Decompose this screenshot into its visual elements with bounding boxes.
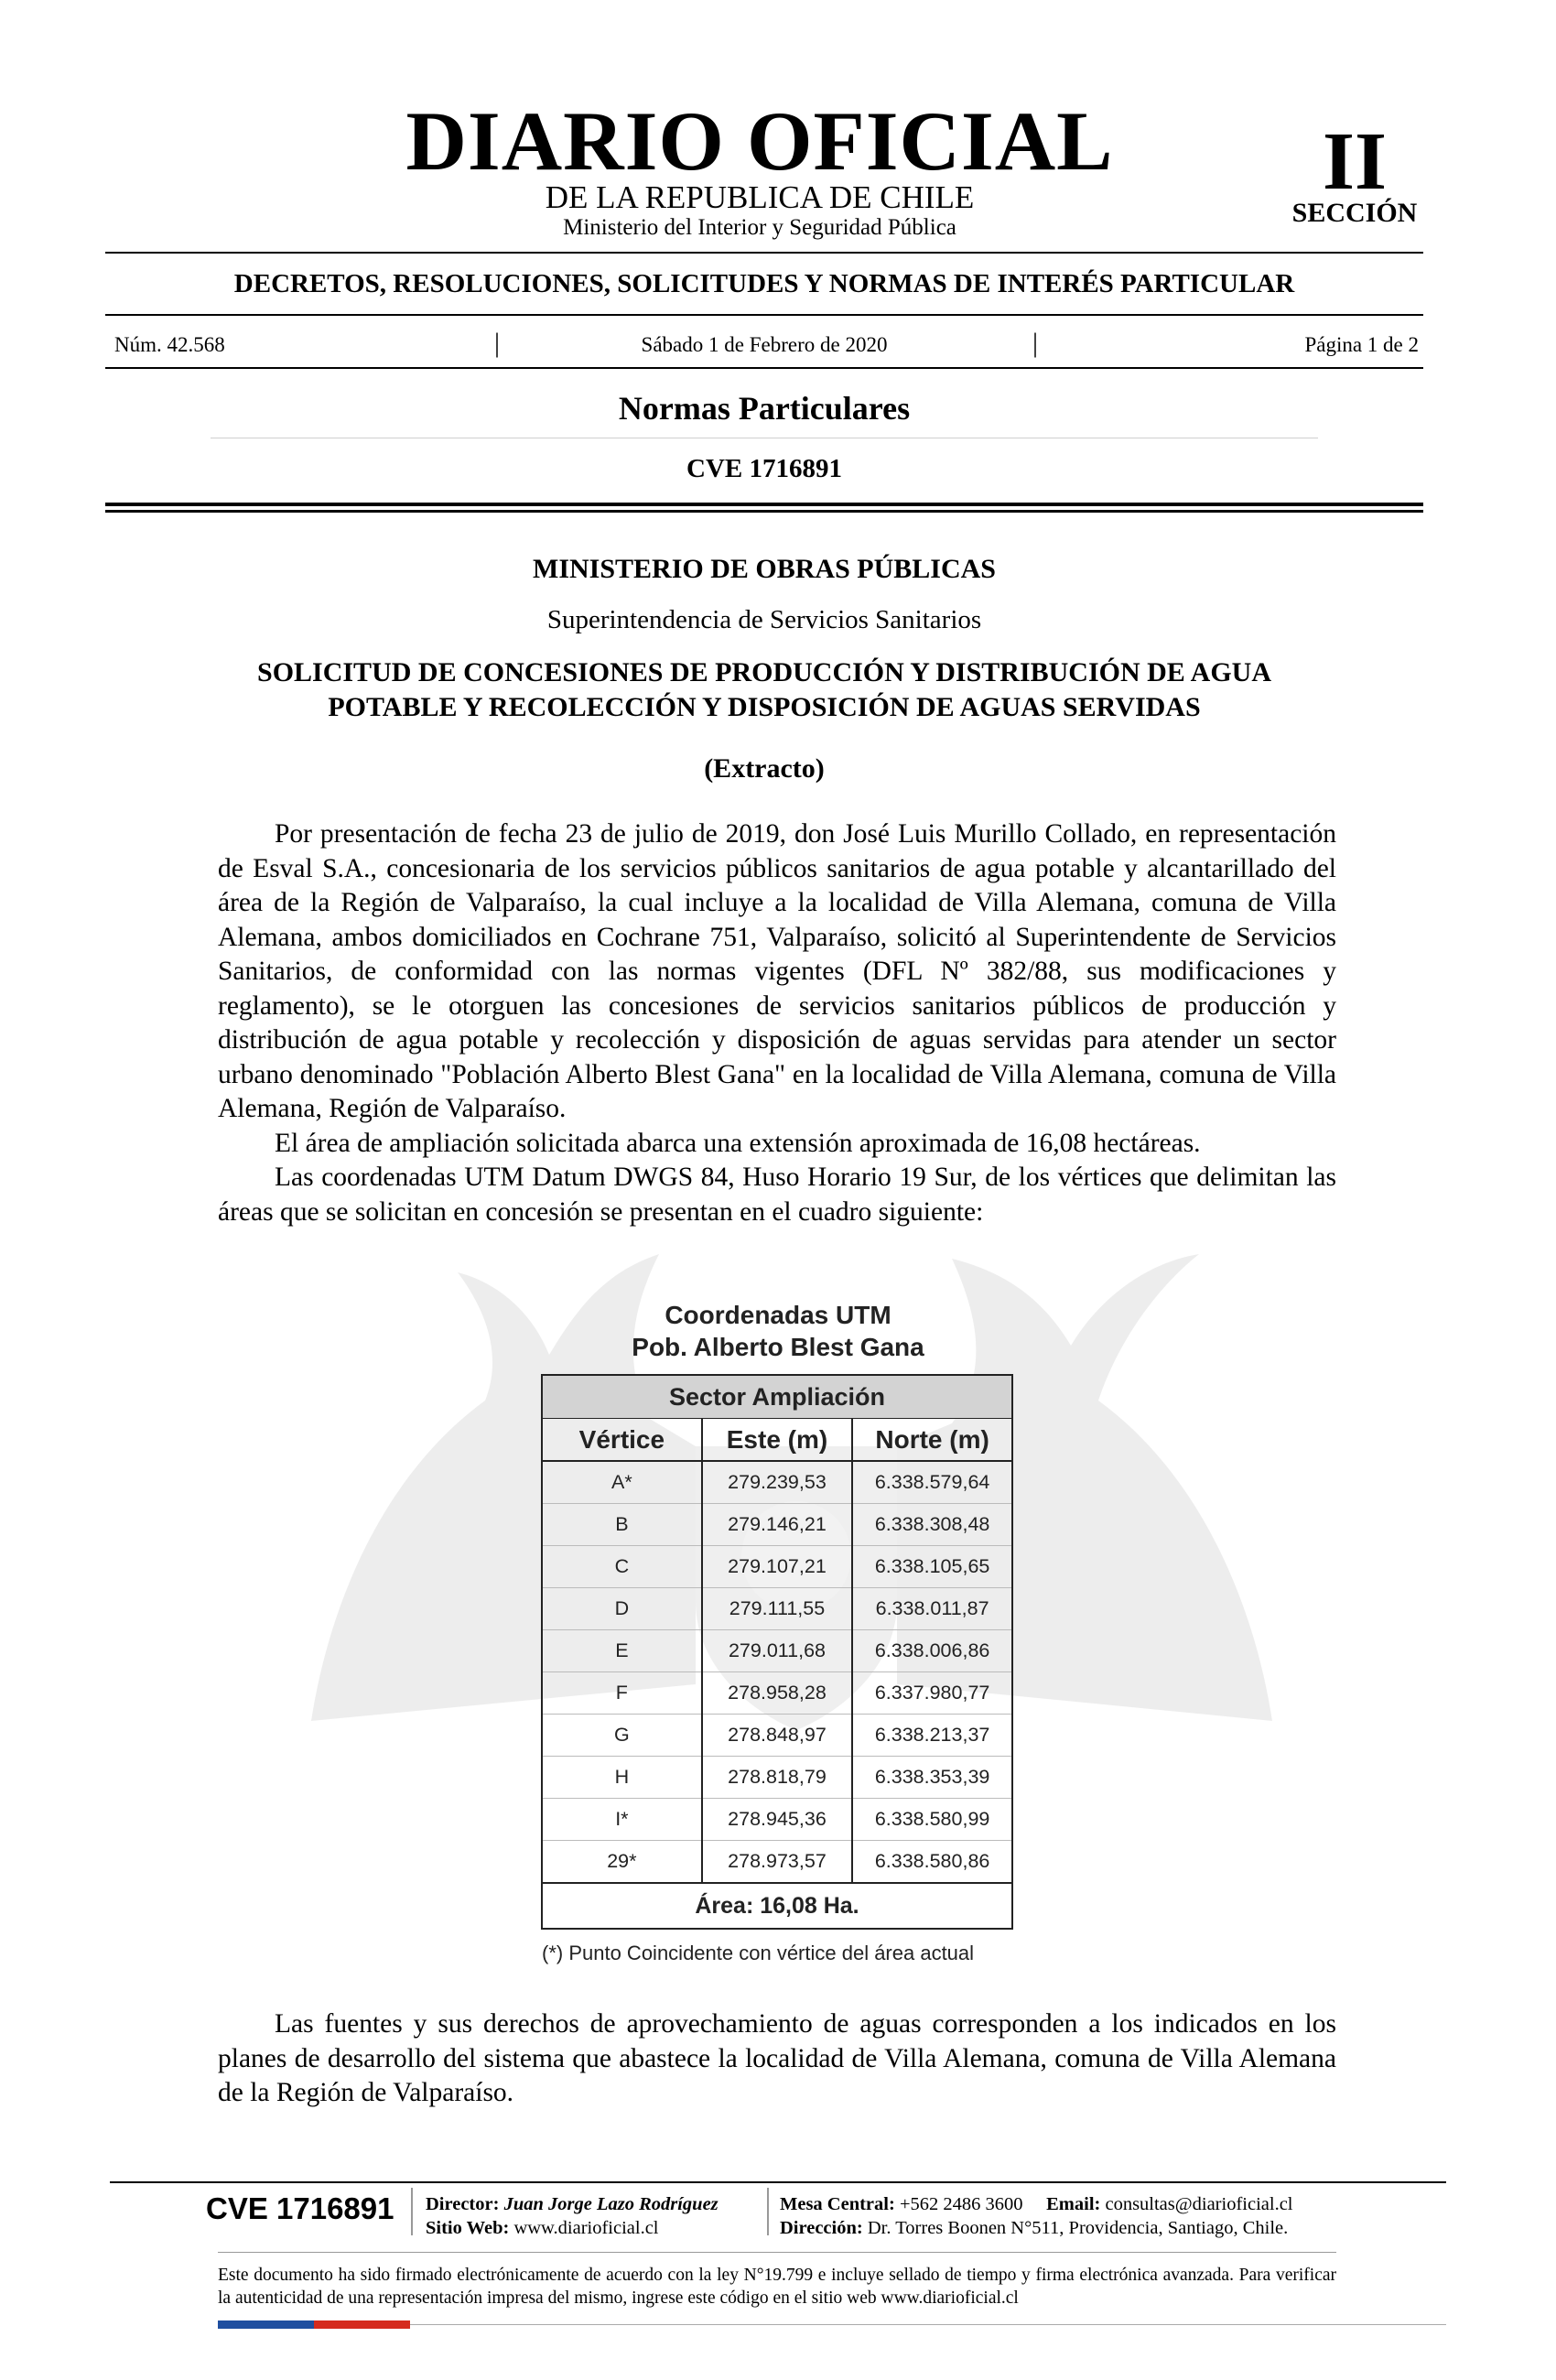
issue-number: Núm. 42.568 [114, 333, 225, 356]
footer-director-block [426, 2192, 764, 2240]
newspaper-subtitle: DE LA REPUBLICA DE CHILE [545, 179, 975, 215]
website-link[interactable]: www.diarioficial.cl [513, 2218, 659, 2238]
page-indicator: Página 1 de 2 [1304, 333, 1419, 356]
email-label: Email: [1046, 2194, 1101, 2214]
column-header-north: Norte (m) [852, 1419, 1012, 1462]
director-name: Juan Jorge Lazo Rodríguez [503, 2194, 719, 2214]
vertex-cell: C [542, 1546, 702, 1588]
ministry-heading: MINISTERIO DE OBRAS PÚBLICAS [533, 554, 996, 584]
table-subtitle: Pob. Alberto Blest Gana [632, 1333, 924, 1361]
footer-divider [767, 2188, 769, 2235]
footer-inner-rule [218, 2252, 1336, 2253]
table-row [542, 1799, 1012, 1841]
paragraph: Por presentación de fecha 23 de julio de 2019, don José Luis Murillo Collado, en representación de Esval S.A., concesionaria de los servicios públicos sanitarios de agua potable y alcantarillado del área de la Región de Valparaíso, la cual incluye a la localidad de Villa Alemana, comuna de Villa Alemana, ambos domiciliados en Cochrane 751, Valparaíso, solicitó al Superintendente de Servicios Sanitarios, de conformidad con las normas vigentes (DFL Nº 382/88, sus modificaciones y reglamento), se le otorguen las concesiones de servicios sanitarios públicos de producción y distribución de agua potable y recolección y disposición de aguas servidas para atender un sector urbano denominado "Población Alberto Blest Gana" en la localidad de Villa Alemana, comuna de Villa Alemana, Región de Valparaíso. [218, 819, 1336, 1123]
paragraph: Las fuentes y sus derechos de aprovechamiento de aguas corresponden a los indicados en los planes de desarrollo del sistema que abastece la localidad de Villa Alemana, comuna de Villa Alemana de la Región de Valparaíso. [218, 2009, 1336, 2107]
north-cell: 6.338.353,39 [852, 1757, 1012, 1799]
table-row [542, 1504, 1012, 1546]
east-cell: 278.848,97 [702, 1715, 852, 1757]
request-title [211, 655, 1318, 725]
extract-label: (Extracto) [704, 753, 825, 784]
vertex-cell: 29* [542, 1841, 702, 1884]
table-row [542, 1630, 1012, 1672]
vertex-cell: A* [542, 1461, 702, 1504]
footer-cve: CVE 1716891 [206, 2191, 394, 2225]
address-label: Dirección: [780, 2218, 863, 2238]
north-cell: 6.338.105,65 [852, 1546, 1012, 1588]
east-cell: 279.146,21 [702, 1504, 852, 1546]
cve-rule-top [105, 503, 1423, 506]
north-cell: 6.337.980,77 [852, 1672, 1012, 1715]
flag-stripe-red [314, 2320, 410, 2329]
director-label: Director: [426, 2194, 500, 2214]
body-text [218, 817, 1336, 1229]
email-link[interactable]: consultas@diarioficial.cl [1105, 2194, 1293, 2214]
east-cell: 278.973,57 [702, 1841, 852, 1884]
separator: | [1032, 328, 1039, 358]
footer-rule [110, 2181, 1446, 2183]
vertex-cell: G [542, 1715, 702, 1757]
coordinates-table [541, 1374, 1013, 1930]
legal-notice: Este documento ha sido firmado electrónicamente de acuerdo con la ley N°19.799 e incluye sellado de tiempo y firma electrónica avanzada. Para verificar la autenticidad de una representación impresa del mismo, ingrese este código en el sitio web www.diarioficial.cl [218, 2266, 1336, 2308]
column-header-vertex: Vértice [542, 1419, 702, 1462]
column-header-east: Este (m) [702, 1419, 852, 1462]
phone-number: +562 2486 3600 [899, 2194, 1023, 2214]
address: Dr. Torres Boonen N°511, Providencia, Santiago, Chile. [867, 2218, 1289, 2238]
east-cell: 278.945,36 [702, 1799, 852, 1841]
web-label: Sitio Web: [426, 2218, 510, 2238]
east-cell: 279.011,68 [702, 1630, 852, 1672]
issue-date: Sábado 1 de Febrero de 2020 [641, 333, 888, 356]
north-cell: 6.338.006,86 [852, 1630, 1012, 1672]
north-cell: 6.338.580,99 [852, 1799, 1012, 1841]
vertex-cell: B [542, 1504, 702, 1546]
east-cell: 278.958,28 [702, 1672, 852, 1715]
table-title: Coordenadas UTM [665, 1301, 891, 1329]
table-row [542, 1588, 1012, 1630]
flag-stripe-blue [218, 2320, 314, 2329]
north-cell: 6.338.011,87 [852, 1588, 1012, 1630]
table-row [542, 1461, 1012, 1504]
newspaper-title: DIARIO OFICIAL [405, 94, 1114, 188]
north-cell: 6.338.579,64 [852, 1461, 1012, 1504]
footer-contact-block [780, 2192, 1338, 2240]
section-number: II [1322, 116, 1388, 207]
vertex-cell: D [542, 1588, 702, 1630]
section-banner: DECRETOS, RESOLUCIONES, SOLICITUDES Y NORMAS DE INTERÉS PARTICULAR [233, 269, 1295, 298]
table-row [542, 1841, 1012, 1884]
vertex-cell: I* [542, 1799, 702, 1841]
paragraph: Las coordenadas UTM Datum DWGS 84, Huso Horario 19 Sur, de los vértices que delimitan las áreas que se solicitan en concesión se presentan en el cuadro siguiente: [218, 1163, 1336, 1227]
ministry-line: Ministerio del Interior y Seguridad Pública [563, 215, 956, 240]
north-cell: 6.338.308,48 [852, 1504, 1012, 1546]
header-rule [105, 252, 1423, 254]
vertex-cell: E [542, 1630, 702, 1672]
closing-text [218, 2007, 1336, 2111]
east-cell: 278.818,79 [702, 1757, 852, 1799]
agency-heading: Superintendencia de Servicios Sanitarios [546, 605, 982, 634]
vertex-cell: F [542, 1672, 702, 1715]
footer-divider [411, 2188, 413, 2235]
phone-label: Mesa Central: [780, 2194, 895, 2214]
separator: | [494, 328, 501, 358]
banner-rule [105, 314, 1423, 316]
paragraph: El área de ampliación solicitada abarca una extensión aproximada de 16,08 hectáreas. [275, 1128, 1201, 1158]
vertex-cell: H [542, 1757, 702, 1799]
east-cell: 279.107,21 [702, 1546, 852, 1588]
table-row [542, 1546, 1012, 1588]
north-cell: 6.338.580,86 [852, 1841, 1012, 1884]
table-row [542, 1672, 1012, 1715]
cve-rule-bottom [105, 510, 1423, 513]
request-title-line1: SOLICITUD DE CONCESIONES DE PRODUCCIÓN Y DISTRIBUCIÓN DE AGUA [257, 657, 1271, 687]
table-row [542, 1757, 1012, 1799]
sector-header: Sector Ampliación [542, 1375, 1012, 1419]
east-cell: 279.111,55 [702, 1588, 852, 1630]
table-footnote: (*) Punto Coincidente con vértice del área actual [542, 1942, 975, 1964]
request-title-line2: POTABLE Y RECOLECCIÓN Y DISPOSICIÓN DE AGUAS SERVIDAS [328, 692, 1201, 722]
north-cell: 6.338.213,37 [852, 1715, 1012, 1757]
east-cell: 279.239,53 [702, 1461, 852, 1504]
footer-bottom-rule [410, 2324, 1446, 2325]
table-row [542, 1715, 1012, 1757]
area-total: Área: 16,08 Ha. [542, 1883, 1012, 1929]
document-category: Normas Particulares [618, 390, 911, 427]
cve-code: CVE 1716891 [686, 454, 842, 483]
section-label: SECCIÓN [1291, 198, 1418, 228]
info-rule [105, 367, 1423, 369]
